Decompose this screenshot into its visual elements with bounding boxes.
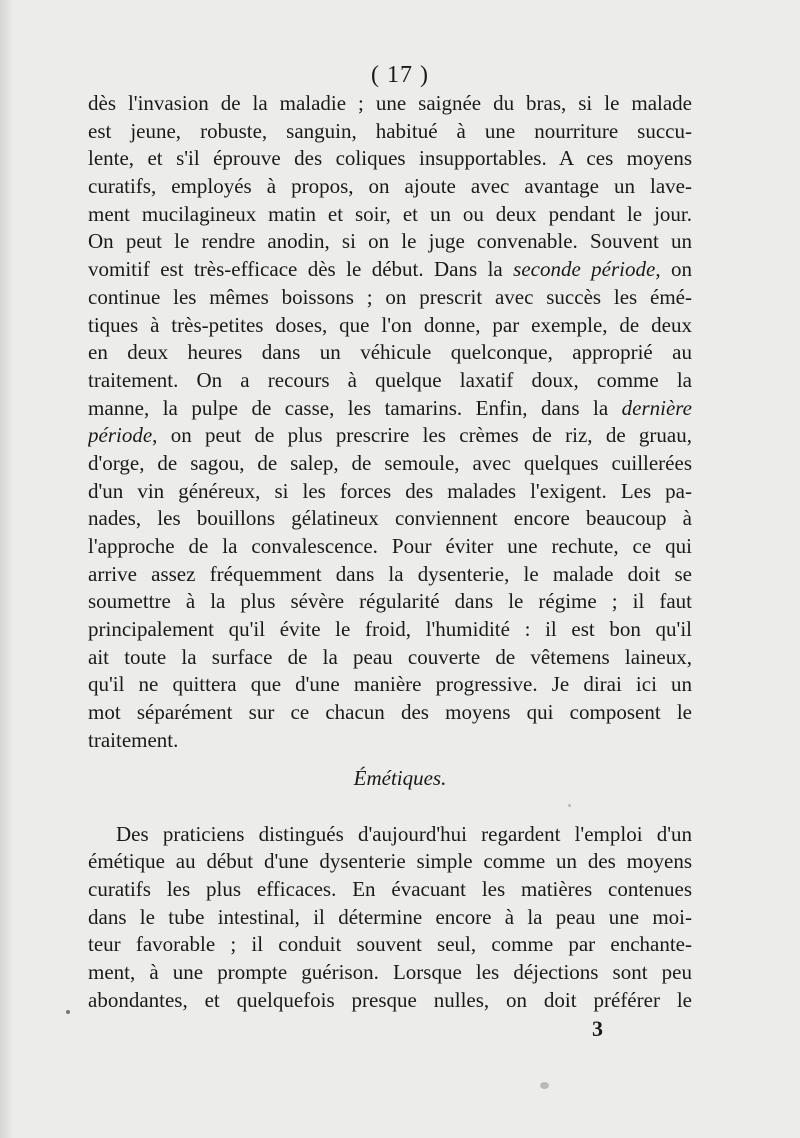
text-segment: , on [655, 257, 692, 282]
text-line: curatifs les plus efficaces. En évacuant les matières contenues [88, 876, 692, 901]
text-segment: , on peut de plus prescrire les crèmes de riz, de gruau, [152, 423, 692, 448]
italic-term: dernière [621, 395, 692, 420]
text-line: dès l'invasion de la maladie ; une saignée du bras, si le malade [88, 91, 692, 115]
text-line: d'un vin généreux, si les forces des malades l'exigent. Les pa- [88, 478, 692, 503]
paper-speck [568, 804, 571, 807]
text-line: Des praticiens distingués d'aujourd'hui regardent l'emploi d'un [116, 821, 692, 846]
text-line: ment, à une prompte guérison. Lorsque les déjections sont peu [88, 959, 692, 984]
text-line: qu'il ne quittera que d'une manière progressive. Je dirai ici un [88, 672, 692, 697]
text-line: continue les mêmes boissons ; on prescrit avec succès les émé- [88, 284, 692, 309]
text-line: mot séparément sur ce chacun des moyens qui composent le [88, 700, 692, 725]
text-segment: vomitif est très-efficace dès le début. Dans la [88, 257, 514, 282]
spacer [88, 801, 692, 821]
text-line: traitement. On a recours à quelque laxatif doux, comme la [88, 367, 692, 392]
text-line: teur favorable ; il conduit souvent seul, comme par enchante- [88, 932, 692, 957]
text-line: lente, et s'il éprouve des coliques insupportables. A ces moyens [88, 146, 692, 171]
text-line: dans le tube intestinal, il détermine encore à la peau une moi- [88, 904, 692, 929]
text-line: ait toute la surface de la peau couverte de vêtemens laineux, [88, 644, 692, 669]
text-line: principalement qu'il évite le froid, l'humidité : il est bon qu'il [88, 617, 692, 642]
text-line: nades, les bouillons gélatineux conviennent encore beaucoup à [88, 506, 692, 531]
body-text [88, 90, 692, 1014]
text-line [88, 422, 692, 450]
signature-mark: 3 [592, 1016, 603, 1041]
text-line: traitement. [88, 727, 179, 752]
text-line: arrive assez fréquemment dans la dysenterie, le malade doit se [88, 561, 692, 586]
text-line: l'approche de la convalescence. Pour éviter une rechute, ce qui [88, 534, 692, 558]
text-line: émétique au début d'une dysenterie simple comme un des moyens [88, 849, 692, 874]
text-line: curatifs, employés à propos, on ajoute avec avantage un lave- [88, 174, 692, 199]
section-heading: Émétiques. [353, 765, 447, 790]
text-line [88, 395, 692, 423]
paper-speck [540, 1082, 549, 1089]
text-line: ment mucilagineux matin et soir, et un ou deux pendant le jour. [88, 201, 692, 226]
paper-speck [66, 1010, 70, 1014]
italic-term: seconde période [513, 257, 656, 282]
text-line: abondantes, et quelquefois presque nulles, on doit préférer le [88, 987, 692, 1012]
text-line: tiques à très-petites doses, que l'on donne, par exemple, de deux [88, 312, 692, 337]
page-number: ( 17 ) [371, 62, 429, 88]
paragraph-emetiques [88, 821, 692, 1015]
page-edge-shadow [0, 0, 14, 1138]
italic-term: période [88, 423, 153, 448]
text-line: d'orge, de sagou, de salep, de semoule, avec quelques cuillerées [88, 450, 692, 475]
text-line [88, 256, 692, 284]
text-segment: manne, la pulpe de casse, les tamarins. Enfin, dans la [88, 395, 622, 420]
text-line: On peut le rendre anodin, si on le juge convenable. Souvent un [88, 229, 692, 254]
paragraph-continued [88, 90, 692, 755]
text-line: est jeune, robuste, sanguin, habitué à une nourriture succu- [88, 118, 692, 143]
text-line: en deux heures dans un véhicule quelconque, approprié au [88, 340, 692, 365]
text-line: soumettre à la plus sévère régularité dans le régime ; il faut [88, 589, 692, 614]
